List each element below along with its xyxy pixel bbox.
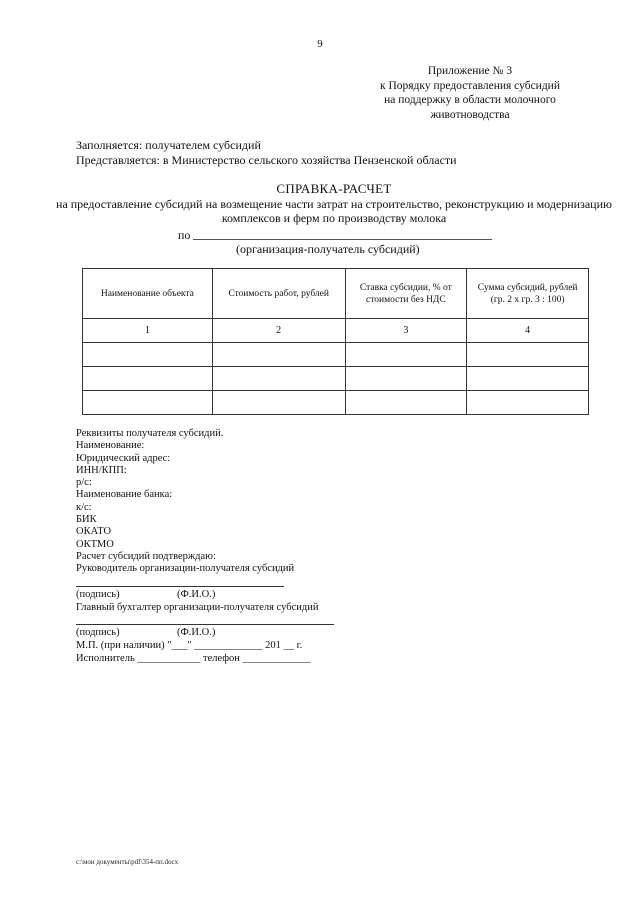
appendix-line: Приложение № 3 — [427, 65, 513, 77]
column-number: 4 — [467, 319, 589, 343]
requisite-line: Наименование банка: — [76, 489, 173, 501]
table-cell[interactable] — [345, 343, 467, 367]
stamp-date-line: М.П. (при наличии) "___" _____________ 201 __ г. — [76, 640, 303, 651]
table-row — [83, 391, 589, 415]
director-name-label: (Ф.И.О.) — [177, 589, 216, 600]
page-number: 9 — [317, 38, 323, 50]
header-object-name: Наименование объекта — [83, 269, 213, 319]
requisites-block — [76, 428, 294, 576]
header-subsidy-rate: Ставка субсидии, % от стоимости без НДС — [345, 269, 467, 319]
table-cell[interactable] — [83, 367, 213, 391]
table-cell[interactable] — [467, 343, 589, 367]
table-row — [83, 343, 589, 367]
filling-info — [76, 138, 457, 167]
column-number: 3 — [345, 319, 467, 343]
requisite-line: Юридический адрес: — [76, 452, 171, 464]
requisite-line: ИНН/КПП: — [76, 464, 127, 476]
requisite-line: Руководитель организации-получателя субсидий — [76, 563, 295, 575]
requisite-line: Наименование: — [76, 440, 145, 452]
director-signature-line — [76, 586, 284, 587]
footer-file-path: c:\мои документы\pdf\354-пп.docx — [76, 858, 179, 866]
requisite-line: ОКТМО — [76, 538, 114, 550]
column-number: 1 — [83, 319, 213, 343]
table-cell[interactable] — [467, 391, 589, 415]
accountant-signature-line — [76, 624, 334, 625]
table-cell[interactable] — [345, 367, 467, 391]
requisite-line: р/с: — [76, 477, 92, 489]
filled-by: Заполняется: получателем субсидий — [76, 138, 261, 152]
requisite-line: Реквизиты получателя субсидий. — [76, 428, 224, 439]
header-subsidy-sum: Сумма субсидий, рублей (гр. 2 х гр. 3 : 100) — [467, 269, 589, 319]
table-cell[interactable] — [83, 343, 213, 367]
table-cell[interactable] — [212, 367, 345, 391]
organization-fill-line — [193, 239, 492, 240]
document-title: СПРАВКА-РАСЧЕТ — [276, 181, 392, 196]
header-work-cost: Стоимость работ, рублей — [212, 269, 345, 319]
requisite-line: к/с: — [76, 501, 92, 513]
table-row — [83, 367, 589, 391]
table-column-numbers — [83, 319, 589, 343]
column-number: 2 — [212, 319, 345, 343]
appendix-line: на поддержку в области молочного — [384, 94, 556, 106]
subsidy-table — [82, 268, 589, 415]
appendix-line: к Порядку предоставления субсидий — [380, 79, 560, 92]
by-label: по — [178, 228, 191, 242]
document-subtitle: на предоставление субсидий на возмещение части затрат на строительство, реконструкцию и модернизацию комплексов и ферм по производству молока — [56, 197, 612, 225]
organization-caption: (организация-получатель субсидий) — [236, 242, 420, 256]
table-cell[interactable] — [83, 391, 213, 415]
table-cell[interactable] — [467, 367, 589, 391]
submitted-to: Представляется: в Министерство сельского хозяйства Пензенской области — [76, 152, 457, 167]
accountant-name-label: (Ф.И.О.) — [177, 627, 216, 638]
chief-accountant-label: Главный бухгалтер организации-получателя субсидий — [76, 602, 319, 613]
table-cell[interactable] — [212, 343, 345, 367]
requisite-line: БИК — [76, 514, 97, 526]
requisite-line: Расчет субсидий подтверждаю: — [76, 550, 216, 562]
director-sign-label: (подпись) — [76, 589, 120, 600]
table-header-row — [83, 269, 589, 319]
requisite-line: ОКАТО — [76, 526, 112, 538]
appendix-line: животноводства — [430, 108, 510, 121]
appendix-header — [360, 64, 580, 122]
table-cell[interactable] — [345, 391, 467, 415]
table-cell[interactable] — [212, 391, 345, 415]
accountant-sign-label: (подпись) — [76, 627, 120, 638]
executor-phone-line: Исполнитель ____________ телефон _____________ — [76, 653, 311, 664]
